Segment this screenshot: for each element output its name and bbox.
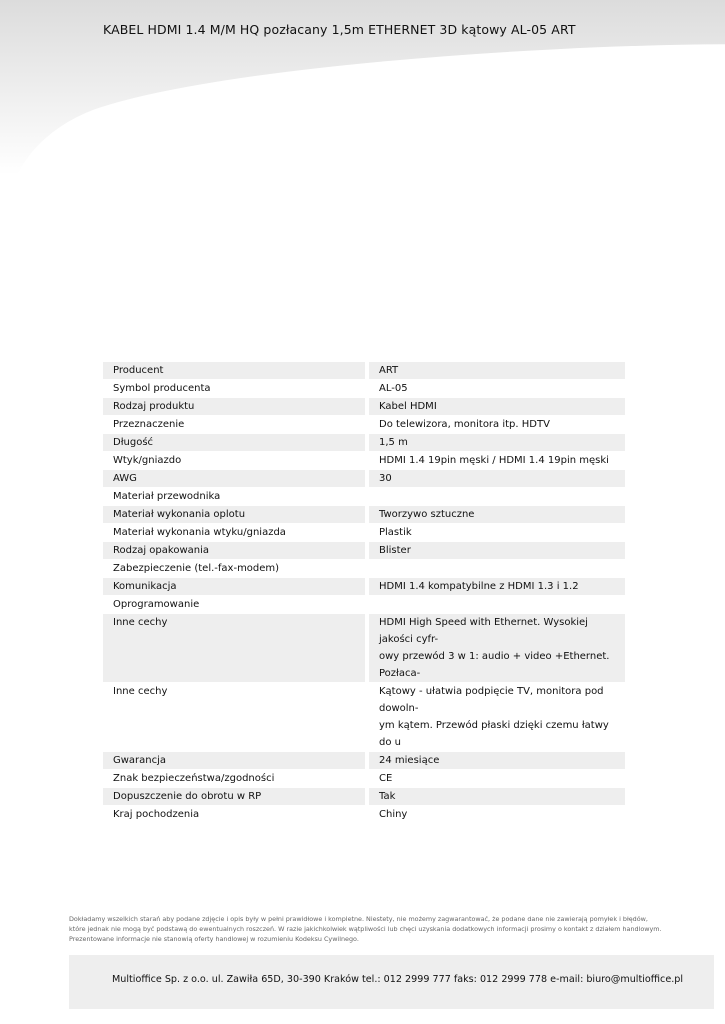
company-contact: Multioffice Sp. z o.o. ul. Zawiła 65D, 30-390 Kraków tel.: 012 2999 777 faks: 012 2999 778 e-mail: biuro@multioffice.pl [112, 974, 684, 985]
spec-row [103, 380, 625, 397]
spec-row [103, 806, 625, 823]
spec-value: Tak [365, 788, 625, 805]
spec-label: Materiał wykonania wtyku/gniazda [113, 527, 286, 538]
spec-value: AL-05 [365, 380, 625, 397]
spec-label: Inne cechy [113, 686, 168, 697]
spec-row [103, 488, 625, 505]
spec-value [365, 614, 625, 682]
spec-value: Blister [365, 542, 625, 559]
spec-row [103, 683, 625, 751]
spec-value [365, 683, 625, 751]
spec-value: Plastik [365, 524, 625, 541]
spec-label: Inne cechy [103, 614, 365, 682]
spec-value-line: Kątowy - ułatwia podpięcie TV, monitora pod dowoln- [379, 686, 604, 714]
spec-label: Materiał przewodnika [113, 491, 221, 502]
spec-row [103, 416, 625, 433]
spec-row [103, 398, 625, 415]
spec-label: Długość [103, 434, 365, 451]
disclaimer-line: Dokładamy wszelkich starań aby podane zdjęcie i opis były w pełni prawidłowe i kompletne. Niestety, nie możemy zagwarantować, że podane dane nie zawierają pomyłek i błędów, [69, 915, 648, 923]
spec-row [103, 470, 625, 487]
spec-value: Kabel HDMI [365, 398, 625, 415]
spec-label: Symbol producenta [113, 383, 211, 394]
spec-row [103, 578, 625, 595]
spec-row [103, 770, 625, 787]
spec-value: ART [365, 362, 625, 379]
spec-row [103, 524, 625, 541]
spec-label: Kraj pochodzenia [113, 809, 200, 820]
spec-row [103, 362, 625, 379]
spec-label: Producent [103, 362, 365, 379]
legal-disclaimer [69, 914, 699, 945]
spec-value: HDMI 1.4 19pin męski / HDMI 1.4 19pin męski [365, 452, 625, 469]
spec-label: Rodzaj produktu [103, 398, 365, 415]
spec-value-line: HDMI High Speed with Ethernet. Wysokiej jakości cyfr- [379, 617, 588, 645]
spec-value: Tworzywo sztuczne [365, 506, 625, 523]
spec-value [365, 596, 625, 613]
spec-value: 24 miesiące [365, 752, 625, 769]
disclaimer-line: Prezentowane informacje nie stanowią oferty handlowej w rozumieniu Kodeksu Cywilnego. [69, 935, 359, 944]
spec-row [103, 434, 625, 451]
spec-row [103, 452, 625, 469]
spec-row [103, 506, 625, 523]
spec-label: Przeznaczenie [113, 419, 185, 430]
spec-row [103, 560, 625, 577]
spec-table [103, 361, 625, 824]
spec-label: Wtyk/gniazdo [113, 455, 182, 466]
spec-label: Oprogramowanie [113, 599, 200, 610]
spec-label: AWG [103, 470, 365, 487]
spec-value [365, 488, 625, 505]
spec-row [103, 614, 625, 682]
spec-value: 1,5 m [365, 434, 625, 451]
spec-label: Dopuszczenie do obrotu w RP [103, 788, 365, 805]
spec-label: Znak bezpieczeństwa/zgodności [113, 773, 275, 784]
spec-row [103, 788, 625, 805]
spec-row [103, 596, 625, 613]
spec-label: Komunikacja [103, 578, 365, 595]
spec-value: Chiny [365, 806, 625, 823]
spec-value: CE [365, 770, 625, 787]
spec-value-line: ym kątem. Przewód płaski dzięki czemu łatwy do u [379, 720, 609, 748]
spec-label: Zabezpieczenie (tel.-fax-modem) [113, 563, 280, 574]
spec-value: 30 [365, 470, 625, 487]
spec-label: Rodzaj opakowania [103, 542, 365, 559]
spec-row [103, 752, 625, 769]
disclaimer-line: które jednak nie mogą być podstawą do ewentualnych roszczeń. W razie jakichkolwiek wątpliwości lub chęci uzyskania dodatkowych informacji prosimy o kontakt z działem handlowym. [69, 925, 662, 934]
spec-label: Gwarancja [103, 752, 365, 769]
spec-label: Materiał wykonania oplotu [103, 506, 365, 523]
footer-bar [69, 955, 714, 1009]
spec-value: Do telewizora, monitora itp. HDTV [365, 416, 625, 433]
spec-value-line: owy przewód 3 w 1: audio + video +Ethernet. Pozłaca- [379, 651, 610, 679]
spec-value: HDMI 1.4 kompatybilne z HDMI 1.3 i 1.2 [365, 578, 625, 595]
spec-row [103, 542, 625, 559]
product-title: KABEL HDMI 1.4 M/M HQ pozłacany 1,5m ETHERNET 3D kątowy AL-05 ART [103, 22, 576, 37]
spec-value [365, 560, 625, 577]
